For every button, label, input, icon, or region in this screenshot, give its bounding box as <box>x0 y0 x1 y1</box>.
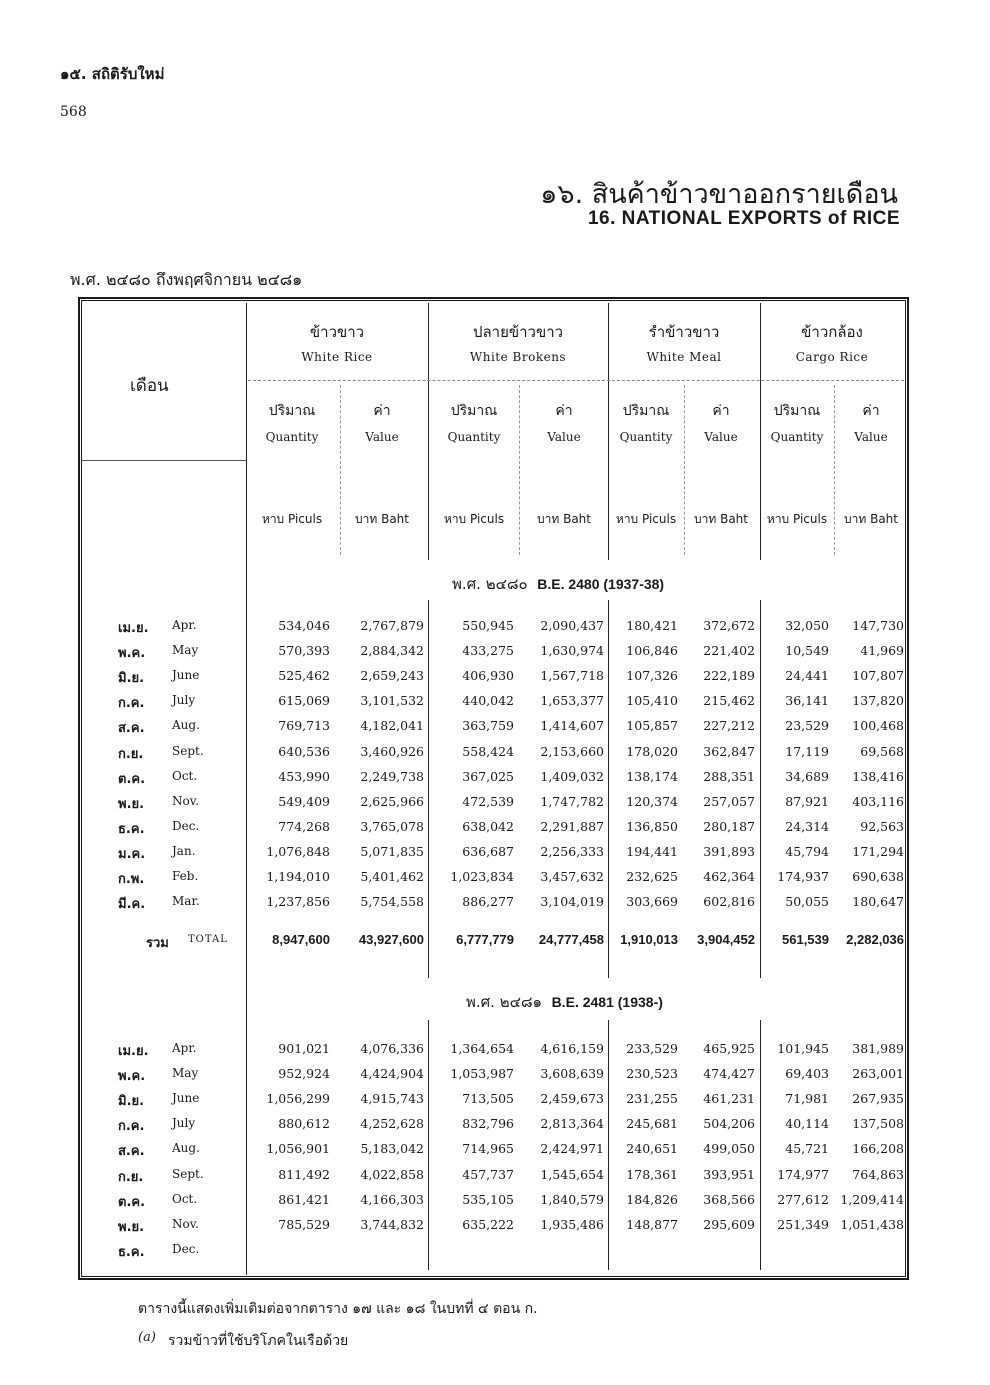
table-cell: 50,055 <box>785 894 829 910</box>
table-cell: 233,529 <box>626 1041 678 1056</box>
table-cell: 1,414,607 <box>540 718 604 734</box>
table-cell: 465,925 <box>703 1041 755 1056</box>
month-english: July <box>172 693 196 708</box>
month-thai: มิ.ย. <box>118 1094 145 1110</box>
table-cell: 4,424,904 <box>360 1066 424 1082</box>
table-cell: 215,462 <box>703 693 755 709</box>
table-cell: 3,457,632 <box>540 869 604 884</box>
table-cell: 2,424,971 <box>540 1141 604 1157</box>
month-english: Oct. <box>172 768 198 783</box>
value-header-thai: ค่า <box>373 403 391 419</box>
table-cell: 558,424 <box>462 743 514 759</box>
table-cell: 251,349 <box>777 1216 829 1232</box>
table-cell: 174,977 <box>777 1166 829 1182</box>
table-cell: 105,410 <box>626 693 678 709</box>
month-english: Dec. <box>172 1241 200 1256</box>
table-cell: 811,492 <box>278 1166 330 1182</box>
table-cell: 2,090,437 <box>540 618 604 633</box>
table-cell: 2,256,333 <box>540 843 604 859</box>
table-cell: 101,945 <box>777 1041 829 1056</box>
month-thai: พ.ค. <box>118 646 146 662</box>
month-english: June <box>172 668 200 683</box>
table-cell: 4,076,336 <box>360 1041 424 1056</box>
table-cell: 257,057 <box>703 793 755 809</box>
total-cell: 2,282,036 <box>846 932 904 947</box>
month-english: Apr. <box>172 618 197 632</box>
table-cell: 4,616,159 <box>540 1041 604 1056</box>
table-cell: 222,189 <box>703 668 755 684</box>
table-cell: 525,462 <box>278 668 330 684</box>
month-thai: พ.ค. <box>118 1069 146 1085</box>
table-cell: 194,441 <box>626 843 678 859</box>
table-cell: 45,794 <box>785 843 829 859</box>
table-cell: 457,737 <box>462 1166 514 1182</box>
table-cell: 785,529 <box>278 1216 330 1232</box>
table-cell: 3,608,639 <box>540 1066 604 1082</box>
month-english: Jan. <box>172 843 196 858</box>
table-cell: 1,056,299 <box>266 1091 330 1107</box>
table-cell: 3,460,926 <box>360 743 424 759</box>
month-thai: ก.ค. <box>118 696 145 712</box>
table-cell: 764,863 <box>852 1166 904 1182</box>
month-thai: พ.ย. <box>118 796 145 812</box>
table-cell: 171,294 <box>852 843 904 859</box>
table-cell: 393,951 <box>703 1166 755 1182</box>
month-thai: เม.ย. <box>118 1044 149 1059</box>
table-cell: 267,935 <box>852 1091 904 1107</box>
table-cell: 245,681 <box>626 1116 678 1132</box>
table-cell: 1,076,848 <box>266 843 330 859</box>
title-english: 16. NATIONAL EXPORTS of RICE <box>587 208 900 229</box>
table-cell: 41,969 <box>860 643 904 659</box>
table-cell: 178,361 <box>626 1166 678 1182</box>
quantity-header-thai: ปริมาณ <box>622 403 670 419</box>
table-cell: 1,653,377 <box>540 693 604 709</box>
month-thai: ธ.ค. <box>118 1244 145 1260</box>
table-cell: 71,981 <box>785 1091 829 1107</box>
table-cell: 23,529 <box>785 718 829 734</box>
table-cell: 462,364 <box>703 869 755 884</box>
table-cell: 5,071,835 <box>360 843 424 859</box>
table-cell: 5,401,462 <box>360 869 424 884</box>
table-cell: 362,847 <box>703 743 755 759</box>
table-cell: 227,212 <box>703 718 755 734</box>
table-cell: 2,459,673 <box>540 1091 604 1107</box>
value-header-thai: ค่า <box>555 403 573 419</box>
group-rule <box>248 380 904 381</box>
table-cell: 40,114 <box>785 1116 829 1132</box>
table-cell: 640,536 <box>278 743 330 759</box>
table-cell: 1,935,486 <box>540 1216 604 1232</box>
table-cell: 105,857 <box>626 718 678 734</box>
total-cell: 8,947,600 <box>272 932 330 947</box>
table-cell: 1,409,032 <box>540 768 604 784</box>
table-cell: 1,053,987 <box>450 1066 514 1082</box>
group-header-english: White Brokens <box>469 350 567 364</box>
table-cell: 1,209,414 <box>840 1191 904 1207</box>
table-cell: 690,638 <box>852 869 904 884</box>
month-header: เดือน <box>130 376 169 396</box>
table-cell: 280,187 <box>703 818 755 834</box>
month-thai: ส.ค. <box>118 721 145 737</box>
table-cell: 453,990 <box>278 768 330 784</box>
quantity-header-thai: ปริมาณ <box>450 403 498 419</box>
quantity-header-thai: ปริมาณ <box>268 403 316 419</box>
group-header-english: White Rice <box>301 350 373 364</box>
table-cell: 178,020 <box>626 743 678 759</box>
table-cell: 148,877 <box>626 1216 678 1232</box>
unit-piculs: หาบ Piculs <box>766 512 828 526</box>
group-header-thai: ข้าวกล้อง <box>801 323 863 341</box>
table-cell: 120,374 <box>626 793 678 809</box>
table-cell: 180,647 <box>852 894 904 910</box>
table-cell: 2,813,364 <box>540 1116 604 1132</box>
table-cell: 504,206 <box>703 1116 755 1132</box>
table-cell: 45,721 <box>785 1141 829 1157</box>
table-cell: 638,042 <box>462 818 514 834</box>
table-cell: 17,119 <box>785 743 829 759</box>
footnote-2-mark: (a) <box>138 1330 156 1345</box>
month-thai: ต.ค. <box>118 771 146 787</box>
table-cell: 1,567,718 <box>540 668 604 684</box>
table-cell: 3,765,078 <box>360 818 424 834</box>
title-thai: ๑๖. สินค้าข้าวขาออกรายเดือน <box>540 179 898 210</box>
table-cell: 368,566 <box>703 1191 755 1207</box>
unit-baht: บาท Baht <box>844 512 898 526</box>
month-thai: มิ.ย. <box>118 671 145 687</box>
unit-baht: บาท Baht <box>537 512 591 526</box>
group-header-thai: รำข้าวขาว <box>648 323 720 341</box>
month-thai: ก.ย. <box>118 746 144 762</box>
month-english: Sept. <box>172 743 204 758</box>
value-header-english: Value <box>547 430 581 444</box>
table-cell: 406,930 <box>462 668 514 684</box>
month-english: Feb. <box>172 869 199 883</box>
table-cell: 92,563 <box>860 818 904 834</box>
month-english: July <box>172 1116 196 1131</box>
table-cell: 550,945 <box>462 618 514 633</box>
table-cell: 87,921 <box>785 793 829 809</box>
quantity-header-english: Quantity <box>619 430 673 444</box>
unit-baht: บาท Baht <box>355 512 409 526</box>
table-cell: 1,237,856 <box>266 894 330 910</box>
table-cell: 2,249,738 <box>360 768 424 784</box>
month-english: May <box>172 1066 199 1081</box>
table-cell: 636,687 <box>462 843 514 859</box>
section-heading-english: B.E. 2480 (1937-38) <box>537 576 665 592</box>
table-cell: 5,754,558 <box>360 894 424 910</box>
month-thai: เม.ย. <box>118 621 149 636</box>
table-cell: 147,730 <box>852 618 904 633</box>
table-cell: 635,222 <box>462 1216 514 1232</box>
value-header-thai: ค่า <box>862 403 880 419</box>
table-cell: 107,807 <box>852 668 904 684</box>
table-cell: 136,850 <box>626 818 678 834</box>
month-english: Sept. <box>172 1166 204 1181</box>
table-cell: 713,505 <box>462 1091 514 1107</box>
table-cell: 1,023,834 <box>450 869 514 884</box>
unit-piculs: หาบ Piculs <box>261 512 323 526</box>
total-cell: 1,910,013 <box>620 932 678 947</box>
table-cell: 288,351 <box>703 768 755 784</box>
table-cell: 3,744,832 <box>360 1216 424 1232</box>
section-heading-thai: พ.ศ. ๒๔๘๐ <box>452 575 528 593</box>
month-thai: ส.ค. <box>118 1144 145 1160</box>
header-rule <box>81 460 247 461</box>
table-cell: 106,846 <box>626 643 678 659</box>
table-cell: 263,001 <box>852 1066 904 1082</box>
quantity-header-english: Quantity <box>265 430 319 444</box>
unit-baht: บาท Baht <box>694 512 748 526</box>
table-cell: 714,965 <box>462 1141 514 1157</box>
table-cell: 832,796 <box>462 1116 514 1132</box>
table-cell: 403,116 <box>852 793 904 809</box>
table-cell: 138,416 <box>852 768 904 784</box>
table-cell: 137,508 <box>852 1116 904 1132</box>
quantity-header-english: Quantity <box>770 430 824 444</box>
table-cell: 295,609 <box>703 1216 755 1232</box>
table-cell: 138,174 <box>626 768 678 784</box>
table-cell: 69,403 <box>785 1066 829 1082</box>
value-header-english: Value <box>854 430 888 444</box>
table-cell: 2,767,879 <box>360 618 424 633</box>
table-cell: 3,101,532 <box>360 693 424 709</box>
value-header-english: Value <box>365 430 399 444</box>
table-cell: 34,689 <box>785 768 829 784</box>
table-cell: 381,989 <box>852 1041 904 1056</box>
table-cell: 166,208 <box>852 1141 904 1157</box>
table-cell: 363,759 <box>462 718 514 734</box>
table-cell: 2,153,660 <box>540 743 604 759</box>
footnote-2: รวมข้าวที่ใช้บริโภคในเรือด้วย <box>168 1333 349 1349</box>
table-cell: 4,252,628 <box>360 1116 424 1132</box>
table-cell: 3,104,019 <box>540 894 604 910</box>
month-thai: ก.ค. <box>118 1119 145 1135</box>
month-thai: ม.ค. <box>118 846 146 862</box>
month-thai: ก.พ. <box>118 872 145 887</box>
table-cell: 180,421 <box>626 618 678 633</box>
table-cell: 100,468 <box>852 718 904 734</box>
unit-piculs: หาบ Piculs <box>615 512 677 526</box>
table-cell: 880,612 <box>278 1116 330 1132</box>
table-cell: 1,840,579 <box>540 1191 604 1207</box>
table-cell: 440,042 <box>462 693 514 709</box>
month-english: May <box>172 643 199 658</box>
table-cell: 952,924 <box>278 1066 330 1082</box>
table-cell: 174,937 <box>777 869 829 884</box>
total-cell: 3,904,452 <box>697 932 755 947</box>
total-cell: 6,777,779 <box>456 932 514 947</box>
table-cell: 221,402 <box>703 643 755 659</box>
value-header-thai: ค่า <box>712 403 730 419</box>
table-cell: 24,441 <box>785 668 829 684</box>
table-cell: 474,427 <box>703 1066 755 1082</box>
section-header: ๑๕. สถิติรับใหม่ <box>60 65 165 83</box>
table-cell: 2,625,966 <box>360 793 424 809</box>
table-cell: 886,277 <box>462 894 514 910</box>
table-cell: 535,105 <box>462 1191 514 1207</box>
month-thai: พ.ย. <box>118 1219 145 1235</box>
page-number: 568 <box>60 104 87 120</box>
table-cell: 137,820 <box>852 693 904 709</box>
month-english: Oct. <box>172 1191 198 1206</box>
table-cell: 10,549 <box>785 643 829 659</box>
table-cell: 1,194,010 <box>266 869 330 884</box>
month-thai: ต.ค. <box>118 1194 146 1210</box>
month-english: June <box>172 1091 200 1106</box>
table-cell: 367,025 <box>462 768 514 784</box>
month-english: Apr. <box>172 1041 197 1055</box>
section-heading <box>452 572 664 596</box>
month-english: Nov. <box>172 1216 199 1231</box>
table-cell: 391,893 <box>703 843 755 859</box>
table-cell: 232,625 <box>626 869 678 884</box>
month-thai: มี.ค. <box>118 897 146 913</box>
group-header-english: White Meal <box>646 350 722 364</box>
month-english: Dec. <box>172 818 200 833</box>
month-thai: ก.ย. <box>118 1169 144 1185</box>
total-cell: 561,539 <box>782 932 829 947</box>
section-heading-english: B.E. 2481 (1938-) <box>551 994 663 1010</box>
total-label-thai: รวม <box>146 936 169 951</box>
table-cell: 2,291,887 <box>540 818 604 834</box>
unit-piculs: หาบ Piculs <box>443 512 505 526</box>
table-cell: 901,021 <box>278 1041 330 1056</box>
table-cell: 231,255 <box>626 1091 678 1107</box>
period-label: พ.ศ. ๒๔๘๐ ถึงพฤศจิกายน ๒๔๘๑ <box>70 270 303 289</box>
table-cell: 861,421 <box>278 1191 330 1207</box>
table-cell: 372,672 <box>703 618 755 633</box>
group-header-thai: ปลายข้าวขาว <box>472 323 564 341</box>
table-cell: 184,826 <box>626 1191 678 1207</box>
table-cell: 24,314 <box>785 818 829 834</box>
table-cell: 774,268 <box>278 818 330 834</box>
table-cell: 240,651 <box>626 1141 678 1157</box>
table-cell: 4,182,041 <box>360 718 424 734</box>
table-cell: 1,364,654 <box>450 1041 514 1056</box>
section-heading <box>466 990 663 1014</box>
footnote-1: ตารางนี้แสดงเพิ่มเติมต่อจากตาราง ๑๗ และ ๑๘ ในบทที่ ๔ ตอน ก. <box>138 1301 538 1317</box>
table-cell: 107,326 <box>626 668 678 684</box>
table-cell: 36,141 <box>785 693 829 709</box>
table-cell: 602,816 <box>703 894 755 910</box>
month-thai: ธ.ค. <box>118 821 145 837</box>
table-cell: 4,915,743 <box>360 1091 424 1107</box>
table-cell: 549,409 <box>278 793 330 809</box>
table-cell: 4,022,858 <box>360 1166 424 1182</box>
quantity-header-english: Quantity <box>447 430 501 444</box>
month-english: Aug. <box>172 1141 200 1156</box>
table-cell: 769,713 <box>278 718 330 734</box>
group-header-english: Cargo Rice <box>795 350 869 364</box>
group-header-thai: ข้าวขาว <box>309 323 365 341</box>
month-english: Nov. <box>172 793 199 808</box>
table-cell: 230,523 <box>626 1066 678 1082</box>
month-english: Aug. <box>172 718 200 733</box>
table-cell: 303,669 <box>626 894 678 910</box>
table-cell: 1,630,974 <box>540 643 604 659</box>
month-english: Mar. <box>172 894 200 909</box>
table-cell: 32,050 <box>785 618 829 633</box>
table-cell: 277,612 <box>777 1191 829 1207</box>
table-cell: 1,545,654 <box>540 1166 604 1182</box>
table-cell: 499,050 <box>703 1141 755 1157</box>
table-cell: 472,539 <box>462 793 514 809</box>
table-cell: 461,231 <box>703 1091 755 1107</box>
table-cell: 570,393 <box>278 643 330 659</box>
total-cell: 24,777,458 <box>538 932 604 947</box>
table-cell: 2,659,243 <box>360 668 424 684</box>
total-cell: 43,927,600 <box>358 932 424 947</box>
table-cell: 1,747,782 <box>540 793 604 809</box>
section-heading-thai: พ.ศ. ๒๔๘๑ <box>466 993 543 1011</box>
table-cell: 4,166,303 <box>360 1191 424 1207</box>
total-label-english: TOTAL <box>188 934 228 945</box>
value-header-english: Value <box>704 430 738 444</box>
table-cell: 69,568 <box>860 743 904 759</box>
table-cell: 433,275 <box>462 643 514 659</box>
quantity-header-thai: ปริมาณ <box>773 403 821 419</box>
table-cell: 1,056,901 <box>266 1141 330 1157</box>
table-cell: 2,884,342 <box>360 643 424 659</box>
table-cell: 5,183,042 <box>360 1141 424 1157</box>
table-cell: 615,069 <box>278 693 330 709</box>
table-cell: 1,051,438 <box>840 1216 904 1232</box>
table-cell: 534,046 <box>278 618 330 633</box>
